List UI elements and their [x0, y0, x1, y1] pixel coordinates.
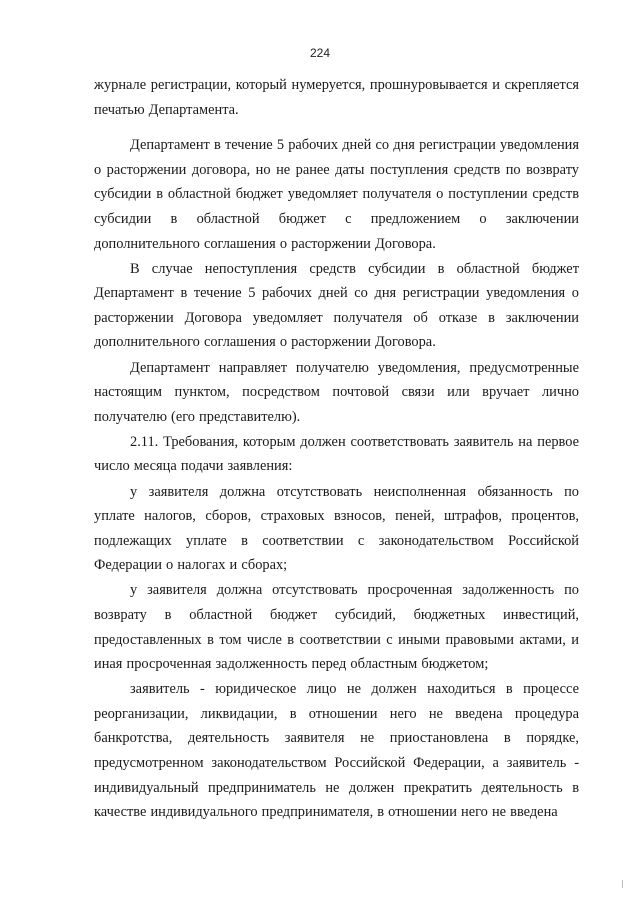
paragraph-2: Департамент в течение 5 рабочих дней со дня регистрации уведомления о расторжении договора, но не ранее даты поступления средств по возврату субсидии в областной бюджет уведомляет получателя о поступлении средств субсидии в областной бюджет с предложением о заключении дополнительного соглашения о расторжении Договора.: [94, 137, 579, 252]
paragraph-8: заявитель - юридическое лицо не должен находиться в процессе реорганизации, ликвидации, в отношении него не введена процедура банкротства, деятельность заявителя не приостановлена в порядке, предусмотренном законодательством Российской Федерации, а заявитель - индивидуальный предприниматель не должен прекратить деятельность в качестве индивидуального предпринимателя, в отношении него не введена: [94, 681, 579, 821]
page-number: 224: [309, 46, 331, 60]
paragraph-1: журнале регистрации, который нумеруется, прошнуровывается и скрепляется печатью Департамента.: [94, 77, 579, 118]
paragraph-4: Департамент направляет получателю уведомления, предусмотренные настоящим пунктом, посредством почтовой связи или вручает лично получателю (его представителю).: [94, 359, 579, 425]
paragraph-7: у заявителя должна отсутствовать просроченная задолженность по возврату в областной бюджет субсидий, бюджетных инвестиций, предоставленных в том числе в соответствии с иными правовыми актами, и иная просроченная задолженность перед областным бюджетом;: [94, 582, 579, 673]
paragraph-3: В случае непоступления средств субсидии в областной бюджет Департамент в течение 5 рабочих дней со дня регистрации уведомления о расторжении Договора уведомляет получателя об отказе в заключении дополнительного соглашения о расторжении Договора.: [94, 260, 579, 351]
scan-edge-mark: [622, 880, 623, 888]
paragraph-5: 2.11. Требования, которым должен соответствовать заявитель на первое число месяца подачи заявления:: [94, 433, 579, 475]
paragraph-6: у заявителя должна отсутствовать неисполненная обязанность по уплате налогов, сборов, страховых взносов, пеней, штрафов, процентов, подлежащих уплате в соответствии с законодательством Российской Федерации о налогах и сборах;: [94, 483, 579, 574]
document-body: [94, 73, 579, 825]
